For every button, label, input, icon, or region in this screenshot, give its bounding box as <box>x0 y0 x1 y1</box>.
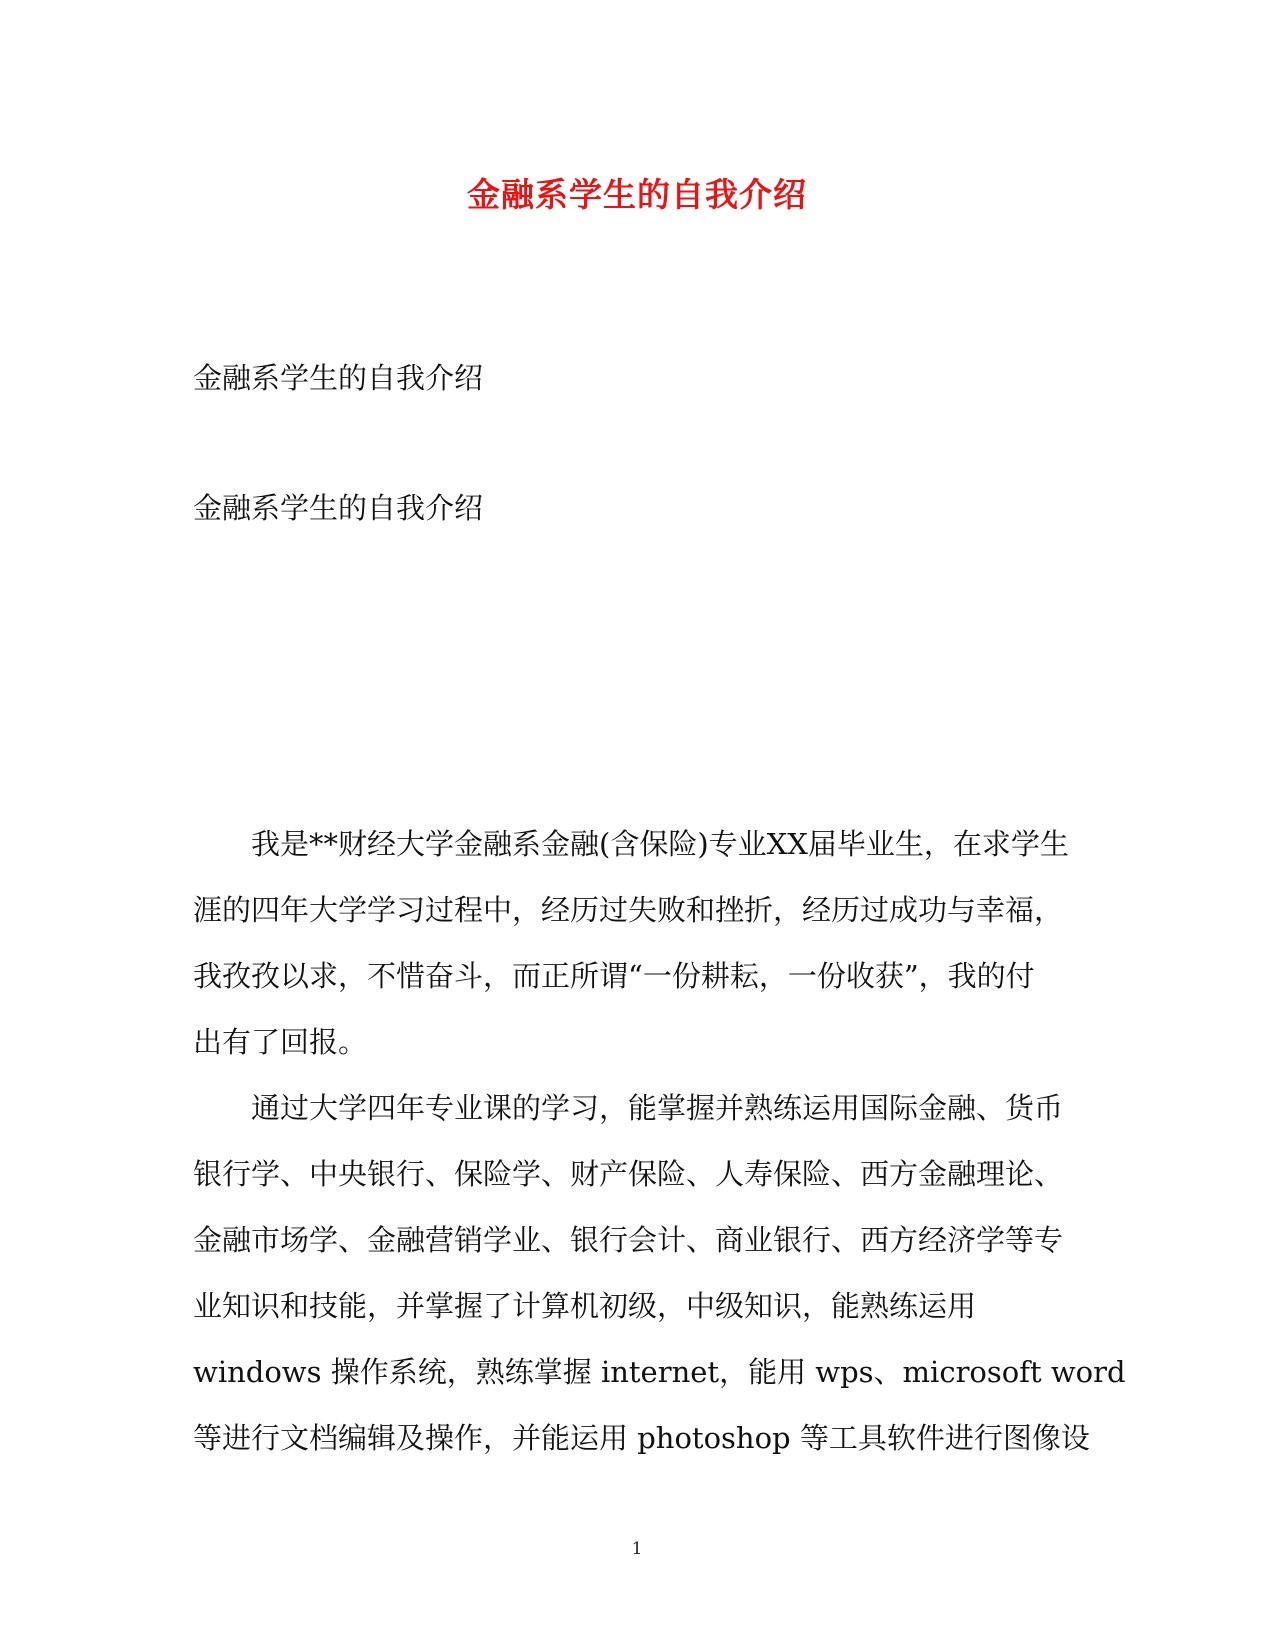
text-line: 我是**财经大学金融系金融(含保险)专业XX届毕业生，在求学生 <box>251 827 1069 861</box>
text-line: windows 操作系统，熟练掌握 internet，能用 wps、microsoft word <box>193 1355 1126 1389</box>
text-line: 等进行文档编辑及操作，并能运用 photoshop 等工具软件进行图像设 <box>193 1421 1090 1455</box>
text-line: 通过大学四年专业课的学习，能掌握并熟练运用国际金融、货币 <box>251 1091 1064 1125</box>
text-line: 银行学、中央银行、保险学、财产保险、人寿保险、西方金融理论、 <box>193 1157 1064 1191</box>
paragraph-2 <box>193 1075 1126 1471</box>
document-title: 金融系学生的自我介绍 <box>467 175 807 214</box>
page-number: 1 <box>631 1539 643 1559</box>
document-body <box>193 811 1126 1471</box>
text-line: 金融市场学、金融营销学业、银行会计、商业银行、西方经济学等专 <box>193 1223 1064 1257</box>
text-line: 业知识和技能，并掌握了计算机初级，中级知识，能熟练运用 <box>193 1289 977 1323</box>
document-subtitle-1: 金融系学生的自我介绍 <box>193 361 484 395</box>
paragraph-1 <box>193 811 1093 1075</box>
text-line: 出有了回报。 <box>193 1025 368 1059</box>
text-line: 涯的四年大学学习过程中，经历过失败和挫折，经历过成功与幸福， <box>193 893 1064 927</box>
document-subtitle-2: 金融系学生的自我介绍 <box>193 491 484 525</box>
text-line: 我孜孜以求，不惜奋斗，而正所谓“一份耕耘，一份收获”，我的付 <box>193 959 1035 993</box>
